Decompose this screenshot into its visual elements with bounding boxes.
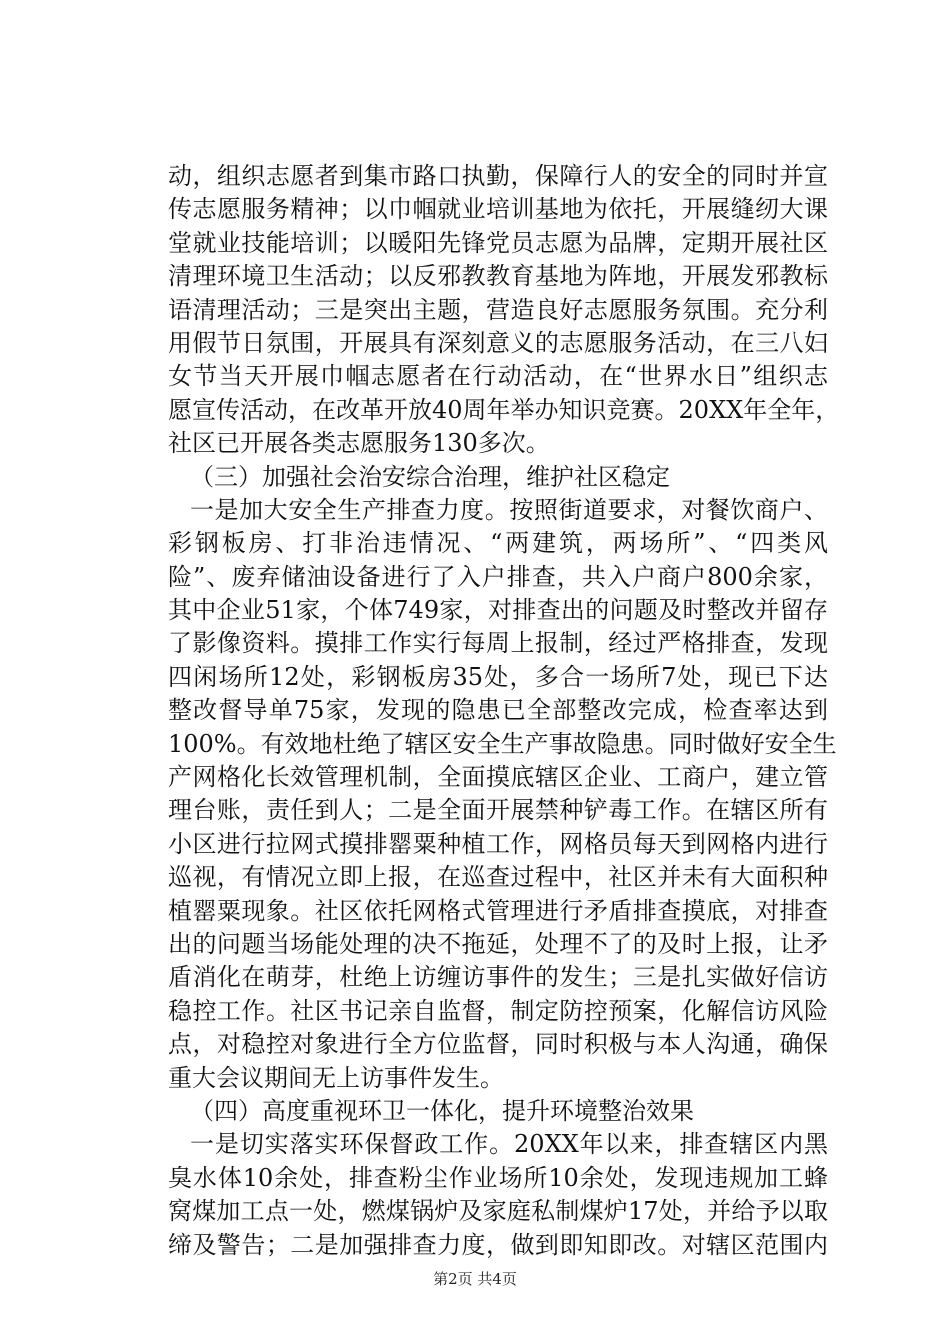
text-line: （三）加强社会治安综合治理，维护社区稳定 xyxy=(190,462,670,491)
text-line: 女节当天开展巾帼志愿者在行动活动，在“世界水日”组织志 xyxy=(168,362,828,391)
text-line: 产网格化长效管理机制，全面摸底辖区企业、工商户，建立管 xyxy=(168,763,828,792)
text-line: 臭水体10余处，排查粉尘作业场所10余处，发现违规加工蜂 xyxy=(168,1163,828,1192)
text-line: 植罂粟现象。社区依托网格式管理进行矛盾排查摸底，对排查 xyxy=(168,896,828,925)
text-line: 100%。有效地杜绝了辖区安全生产事故隐患。同时做好安全生 xyxy=(168,729,837,758)
text-line: 险”、废弃储油设备进行了入户排查，共入户商户800余家， xyxy=(168,562,828,591)
text-line: 清理环境卫生活动；以反邪教教育基地为阵地，开展发邪教标 xyxy=(168,262,828,291)
text-line: 一是加大安全生产排查力度。按照街道要求，对餐饮商户、 xyxy=(190,495,828,524)
text-line: 理台账，责任到人；二是全面开展禁种铲毒工作。在辖区所有 xyxy=(168,796,828,825)
text-line: 动，组织志愿者到集市路口执勤，保障行人的安全的同时并宣 xyxy=(168,162,828,190)
text-line: 了影像资料。摸排工作实行每周上报制，经过严格排查，发现 xyxy=(168,629,828,658)
text-line: 稳控工作。社区书记亲自监督，制定防控预案，化解信访风险 xyxy=(168,996,828,1025)
document-body xyxy=(168,160,840,1262)
text-line: 巡视，有情况立即上报，在巡查过程中，社区并未有大面积种 xyxy=(168,863,828,892)
text-line: 愿宣传活动，在改革开放40周年举办知识竞赛。20XX年全年， xyxy=(168,395,840,424)
text-line: 重大会议期间无上访事件发生。 xyxy=(168,1063,504,1092)
text-line: 缔及警告；二是加强排查力度，做到即知即改。对辖区范围内 xyxy=(168,1230,828,1259)
text-line: 彩钢板房、打非治违情况、“两建筑，两场所”、“四类风 xyxy=(168,529,828,558)
text-line: 用假节日氛围，开展具有深刻意义的志愿服务活动，在三八妇 xyxy=(168,328,828,357)
text-line: （四）高度重视环卫一体化，提升环境整治效果 xyxy=(190,1096,694,1125)
text-line: 整改督导单75家，发现的隐患已全部整改完成，检查率达到 xyxy=(168,696,828,725)
text-line: 四闲场所12处，彩钢板房35处，多合一场所7处，现已下达 xyxy=(168,662,828,691)
text-line: 出的问题当场能处理的决不拖延，处理不了的及时上报，让矛 xyxy=(168,929,828,958)
text-line: 堂就业技能培训；以暖阳先锋党员志愿为品牌，定期开展社区 xyxy=(168,228,828,257)
text-line: 窝煤加工点一处，燃煤锅炉及家庭私制煤炉17处，并给予以取 xyxy=(168,1197,828,1226)
page-footer: 第2页 共4页 xyxy=(433,1270,517,1288)
text-line: 其中企业51家，个体749家，对排查出的问题及时整改并留存 xyxy=(168,596,828,625)
text-line: 一是切实落实环保督政工作。20XX年以来，排查辖区内黑 xyxy=(190,1130,828,1159)
text-line: 传志愿服务精神；以巾帼就业培训基地为依托，开展缝纫大课 xyxy=(168,195,828,224)
text-line: 社区已开展各类志愿服务130多次。 xyxy=(168,429,550,458)
text-line: 小区进行拉网式摸排罂粟种植工作，网格员每天到网格内进行 xyxy=(168,829,828,858)
text-line: 语清理活动；三是突出主题，营造良好志愿服务氛围。充分利 xyxy=(168,295,828,324)
text-line: 点，对稳控对象进行全方位监督，同时积极与本人沟通，确保 xyxy=(168,1030,828,1059)
text-line: 盾消化在萌芽，杜绝上访缠访事件的发生；三是扎实做好信访 xyxy=(168,963,828,992)
